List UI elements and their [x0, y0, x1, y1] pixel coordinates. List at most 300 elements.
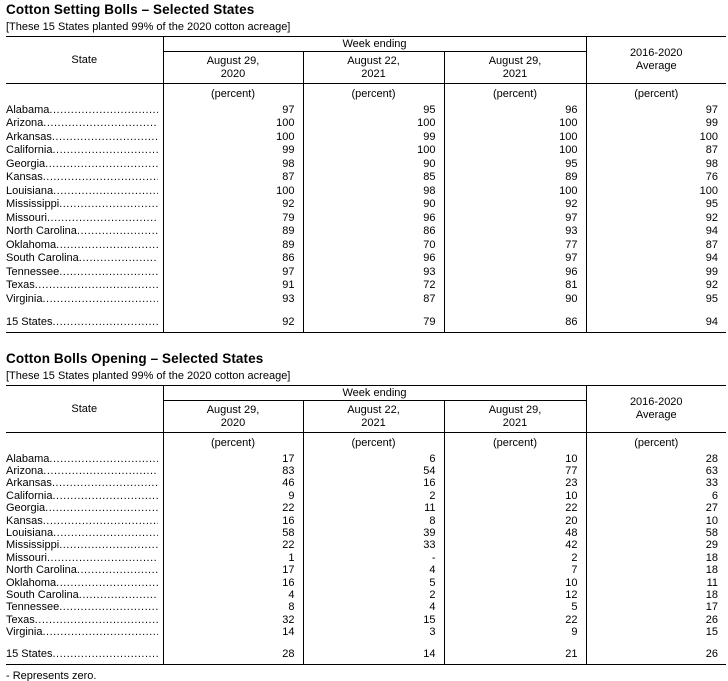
value-cell: 15: [586, 626, 726, 638]
state-name: Mississippi: [6, 198, 60, 210]
setting-bolls-section: [6, 2, 726, 333]
date-column-header: [163, 52, 303, 84]
table-row: [6, 144, 726, 158]
page-title-2: Cotton Bolls Opening – Selected States: [6, 351, 264, 366]
value-cell: 99: [303, 131, 444, 145]
value-cell: 2: [444, 552, 586, 564]
value-cell: 2: [303, 589, 444, 601]
date-line2: 2021: [502, 67, 528, 80]
table-row: [6, 266, 726, 280]
table-row: [6, 490, 726, 502]
state-cell: [6, 465, 163, 477]
state-cell: [6, 527, 163, 539]
dot-leader: [59, 198, 157, 212]
state-cell: [6, 552, 163, 564]
state-column-header: State: [71, 54, 98, 66]
value-cell: 81: [444, 279, 586, 293]
state-cell: [6, 490, 163, 502]
dot-leader: [79, 252, 158, 266]
state-name: Tennessee: [6, 265, 60, 278]
value-cell: 100: [163, 117, 303, 131]
state-cell: [6, 171, 163, 185]
table-row: [6, 465, 726, 477]
state-cell: [6, 502, 163, 514]
state-cell: [6, 117, 163, 131]
state-name: Oklahoma: [6, 576, 57, 589]
value-cell: 93: [303, 266, 444, 280]
state-name: Texas: [6, 279, 35, 291]
value-cell: 92: [586, 212, 726, 226]
average-header-line1: 2016-2020: [629, 47, 683, 59]
value-cell: 28: [586, 453, 726, 465]
value-cell: 89: [444, 171, 586, 185]
dot-leader: [53, 185, 157, 199]
value-cell: 87: [163, 171, 303, 185]
value-cell: 23: [444, 477, 586, 489]
dot-leader: [52, 647, 157, 661]
state-name: Texas: [6, 613, 35, 626]
state-cell: [6, 293, 163, 307]
value-cell: 100: [163, 131, 303, 145]
dot-leader: [43, 171, 158, 185]
unit-label: (percent): [444, 433, 586, 453]
value-cell: 29: [586, 539, 726, 551]
value-cell: 95: [586, 198, 726, 212]
setting-bolls-table: [6, 36, 726, 333]
bolls-opening-section: [6, 351, 726, 665]
value-cell: 95: [444, 158, 586, 172]
value-cell: 1: [163, 552, 303, 564]
date-line1: August 29,: [488, 54, 542, 67]
date-line1: August 22,: [347, 54, 400, 67]
value-cell: 97: [444, 252, 586, 266]
bolls-opening-table: [6, 385, 726, 665]
state-name: Arizona: [6, 464, 44, 477]
table-row: [6, 131, 726, 145]
average-column-header: [586, 386, 726, 433]
value-cell: 89: [163, 239, 303, 253]
dot-leader: [53, 527, 157, 539]
state-cell: [6, 589, 163, 601]
value-cell: 54: [303, 465, 444, 477]
value-cell: 10: [444, 453, 586, 465]
total-value: 21: [444, 647, 586, 665]
value-cell: 94: [586, 252, 726, 266]
state-column-header: State: [71, 403, 98, 415]
total-label: 15 States: [6, 316, 53, 328]
average-column-header: [586, 37, 726, 84]
total-value: 28: [163, 647, 303, 665]
dot-leader: [52, 144, 157, 158]
value-cell: 5: [303, 577, 444, 589]
value-cell: 5: [444, 601, 586, 613]
state-name: Kansas: [6, 171, 43, 183]
value-cell: 99: [163, 144, 303, 158]
state-name: Georgia: [6, 157, 46, 170]
value-cell: 18: [586, 589, 726, 601]
unit-label: (percent): [586, 84, 726, 104]
value-cell: 86: [303, 225, 444, 239]
value-cell: 86: [163, 252, 303, 266]
value-cell: 10: [444, 577, 586, 589]
spacer-row: [6, 306, 726, 315]
value-cell: 22: [163, 502, 303, 514]
value-cell: 90: [303, 198, 444, 212]
value-cell: 17: [163, 564, 303, 576]
value-cell: 3: [303, 626, 444, 638]
value-cell: 17: [586, 601, 726, 613]
dot-leader: [35, 614, 158, 626]
date-column-header: [303, 401, 444, 433]
dot-leader: [59, 601, 157, 613]
value-cell: 48: [444, 527, 586, 539]
state-name: Louisiana: [6, 184, 54, 197]
date-line2: 2021: [361, 67, 386, 80]
value-cell: 8: [303, 515, 444, 527]
value-cell: 58: [586, 527, 726, 539]
value-cell: 98: [303, 185, 444, 199]
value-cell: 93: [444, 225, 586, 239]
value-cell: 96: [303, 212, 444, 226]
date-line1: August 22,: [347, 403, 400, 416]
value-cell: 12: [444, 589, 586, 601]
value-cell: 93: [163, 293, 303, 307]
value-cell: 16: [303, 477, 444, 489]
week-ending-header: Week ending: [163, 386, 586, 401]
dot-leader: [59, 266, 157, 280]
state-cell: [6, 198, 163, 212]
dot-leader: [47, 212, 158, 226]
state-cell: [6, 577, 163, 589]
date-column-header: [444, 52, 586, 84]
total-label: 15 States: [6, 647, 53, 660]
value-cell: 100: [163, 185, 303, 199]
state-name: Missouri: [6, 211, 47, 224]
state-name: Mississippi: [6, 539, 60, 552]
state-cell: [6, 279, 163, 293]
value-cell: 4: [163, 589, 303, 601]
value-cell: 32: [163, 614, 303, 626]
state-cell: [6, 252, 163, 266]
state-cell: [6, 266, 163, 280]
dot-leader: [79, 589, 158, 601]
state-name: Arkansas: [6, 130, 52, 143]
value-cell: 92: [444, 198, 586, 212]
total-value: 86: [444, 315, 586, 333]
table-row: [6, 564, 726, 576]
value-cell: 87: [586, 144, 726, 158]
value-cell: 100: [444, 117, 586, 131]
value-cell: 90: [303, 158, 444, 172]
unit-label: (percent): [303, 433, 444, 453]
table-row: [6, 626, 726, 638]
dot-leader: [52, 477, 158, 489]
state-name: Alabama: [6, 103, 50, 116]
value-cell: 17: [163, 453, 303, 465]
state-name: Georgia: [6, 502, 46, 515]
value-cell: 14: [163, 626, 303, 638]
table-row: [6, 614, 726, 626]
table-row: [6, 589, 726, 601]
dot-leader: [49, 104, 157, 118]
value-cell: 33: [586, 477, 726, 489]
value-cell: 39: [303, 527, 444, 539]
value-cell: 92: [163, 198, 303, 212]
state-name: Arizona: [6, 117, 44, 129]
value-cell: 6: [303, 453, 444, 465]
state-cell: [6, 626, 163, 638]
state-cell: [6, 158, 163, 172]
value-cell: 99: [586, 117, 726, 131]
state-name: Missouri: [6, 551, 47, 564]
value-cell: 98: [586, 158, 726, 172]
state-cell: [6, 185, 163, 199]
value-cell: 87: [586, 239, 726, 253]
value-cell: 100: [444, 131, 586, 145]
table-row: [6, 515, 726, 527]
average-header-line1: 2016-2020: [629, 396, 683, 408]
table-row: [6, 527, 726, 539]
table-row: [6, 117, 726, 131]
state-cell: [6, 453, 163, 465]
dot-leader: [45, 158, 157, 172]
table-row: [6, 552, 726, 564]
state-name: Oklahoma: [6, 238, 57, 251]
value-cell: 42: [444, 539, 586, 551]
value-cell: 27: [586, 502, 726, 514]
value-cell: 85: [303, 171, 444, 185]
state-name: South Carolina: [6, 588, 79, 601]
state-name: Alabama: [6, 452, 50, 465]
date-line1: August 29,: [488, 403, 542, 416]
dot-leader: [77, 564, 158, 576]
value-cell: 2: [303, 490, 444, 502]
state-cell: [6, 239, 163, 253]
value-cell: 11: [586, 577, 726, 589]
value-cell: 10: [444, 490, 586, 502]
state-cell: [6, 601, 163, 613]
state-name: Tennessee: [6, 601, 60, 614]
date-line2: 2020: [220, 416, 246, 429]
value-cell: 100: [303, 117, 444, 131]
value-cell: 16: [163, 577, 303, 589]
table-subtitle: [These 15 States planted 99% of the 2020 cotton acreage]: [6, 21, 291, 33]
table-row: [6, 171, 726, 185]
state-name: Virginia: [6, 626, 43, 639]
value-cell: 22: [444, 502, 586, 514]
value-cell: 33: [303, 539, 444, 551]
value-cell: 72: [303, 279, 444, 293]
total-row: [6, 315, 726, 333]
value-cell: 97: [163, 266, 303, 280]
value-cell: 95: [303, 104, 444, 118]
state-name: South Carolina: [6, 252, 79, 264]
table-row: [6, 601, 726, 613]
unit-label: (percent): [586, 433, 726, 453]
value-cell: 18: [586, 552, 726, 564]
state-name: California: [6, 489, 53, 502]
value-cell: 100: [444, 144, 586, 158]
value-cell: 83: [163, 465, 303, 477]
table-row: [6, 252, 726, 266]
value-cell: 22: [444, 614, 586, 626]
state-name: North Carolina: [6, 564, 77, 577]
state-cell: [6, 614, 163, 626]
table-row: [6, 158, 726, 172]
date-line1: August 29,: [206, 403, 260, 416]
state-name: North Carolina: [6, 225, 77, 237]
dot-leader: [59, 539, 157, 551]
table-row: [6, 453, 726, 465]
dot-leader: [43, 465, 157, 477]
value-cell: -: [303, 552, 444, 564]
value-cell: 100: [444, 185, 586, 199]
value-cell: 98: [163, 158, 303, 172]
total-value: 92: [163, 315, 303, 333]
value-cell: 96: [303, 252, 444, 266]
state-cell: [6, 104, 163, 118]
state-name: Kansas: [6, 514, 43, 527]
value-cell: 4: [303, 564, 444, 576]
table-row: [6, 577, 726, 589]
value-cell: 94: [586, 225, 726, 239]
value-cell: 9: [444, 626, 586, 638]
value-cell: 97: [444, 212, 586, 226]
state-cell: [6, 515, 163, 527]
value-cell: 22: [163, 539, 303, 551]
value-cell: 7: [444, 564, 586, 576]
value-cell: 16: [163, 515, 303, 527]
value-cell: 89: [163, 225, 303, 239]
value-cell: 8: [163, 601, 303, 613]
value-cell: 70: [303, 239, 444, 253]
unit-label: (percent): [163, 433, 303, 453]
unit-row-blank: [6, 433, 163, 453]
dot-leader: [43, 117, 157, 131]
value-cell: 100: [586, 185, 726, 199]
footnote: - Represents zero.: [6, 669, 97, 681]
unit-label: (percent): [444, 84, 586, 104]
dot-leader: [52, 131, 158, 145]
dot-leader: [77, 225, 158, 239]
value-cell: 92: [586, 279, 726, 293]
total-value: 94: [586, 315, 726, 333]
date-column-header: [303, 52, 444, 84]
dot-leader: [52, 490, 157, 502]
value-cell: 9: [163, 490, 303, 502]
value-cell: 87: [303, 293, 444, 307]
date-column-header: [163, 401, 303, 433]
table-row: [6, 279, 726, 293]
table-row: [6, 198, 726, 212]
dot-leader: [56, 577, 157, 589]
value-cell: 76: [586, 171, 726, 185]
dot-leader: [35, 279, 158, 293]
state-name: California: [6, 144, 53, 156]
value-cell: 99: [586, 266, 726, 280]
table-row: [6, 212, 726, 226]
dot-leader: [43, 515, 158, 527]
value-cell: 96: [444, 266, 586, 280]
value-cell: 11: [303, 502, 444, 514]
table-row: [6, 539, 726, 551]
dot-leader: [52, 315, 157, 329]
week-ending-header: Week ending: [163, 37, 586, 52]
value-cell: 95: [586, 293, 726, 307]
total-value: 79: [303, 315, 444, 333]
value-cell: 58: [163, 527, 303, 539]
date-line2: 2020: [220, 67, 246, 80]
dot-leader: [47, 552, 158, 564]
value-cell: 77: [444, 465, 586, 477]
value-cell: 91: [163, 279, 303, 293]
state-cell: [6, 539, 163, 551]
table-row: [6, 185, 726, 199]
spacer-row: [6, 639, 726, 647]
table-row: [6, 225, 726, 239]
value-cell: 100: [303, 144, 444, 158]
unit-label: (percent): [303, 84, 444, 104]
value-cell: 18: [586, 564, 726, 576]
value-cell: 63: [586, 465, 726, 477]
dot-leader: [45, 502, 157, 514]
value-cell: 26: [586, 614, 726, 626]
state-cell: [6, 225, 163, 239]
date-column-header: [444, 401, 586, 433]
table-row: [6, 239, 726, 253]
dot-leader: [43, 626, 158, 638]
value-cell: 100: [586, 131, 726, 145]
table-subtitle: [These 15 States planted 99% of the 2020 cotton acreage]: [6, 370, 291, 382]
state-name: Arkansas: [6, 477, 52, 490]
total-value: 26: [586, 647, 726, 665]
average-header-line2: Average: [635, 409, 677, 421]
table-row: [6, 502, 726, 514]
state-cell: [6, 131, 163, 145]
value-cell: 10: [586, 515, 726, 527]
state-cell: [6, 144, 163, 158]
date-line1: August 29,: [206, 54, 260, 67]
date-line2: 2021: [502, 416, 528, 429]
value-cell: 6: [586, 490, 726, 502]
state-cell: [6, 477, 163, 489]
total-row: [6, 647, 726, 665]
value-cell: 46: [163, 477, 303, 489]
dot-leader: [56, 239, 157, 253]
value-cell: 97: [163, 104, 303, 118]
page-title: Cotton Setting Bolls – Selected States: [6, 2, 255, 17]
unit-label: (percent): [163, 84, 303, 104]
date-line2: 2021: [361, 416, 386, 429]
state-name: Virginia: [6, 292, 43, 305]
value-cell: 77: [444, 239, 586, 253]
state-cell: [6, 212, 163, 226]
table-row: [6, 293, 726, 307]
table-row: [6, 477, 726, 489]
dot-leader: [43, 293, 158, 307]
value-cell: 4: [303, 601, 444, 613]
value-cell: 96: [444, 104, 586, 118]
unit-row-blank: [6, 84, 163, 104]
value-cell: 97: [586, 104, 726, 118]
average-header-line2: Average: [635, 60, 677, 72]
value-cell: 15: [303, 614, 444, 626]
state-cell: [6, 564, 163, 576]
state-name: Louisiana: [6, 526, 54, 539]
value-cell: 20: [444, 515, 586, 527]
value-cell: 79: [163, 212, 303, 226]
table-row: [6, 104, 726, 118]
